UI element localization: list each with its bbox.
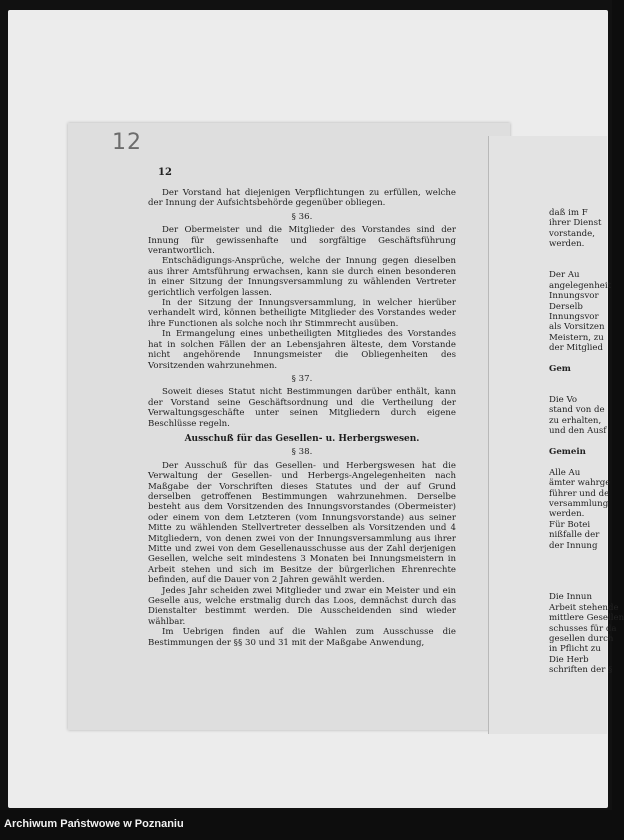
right-page-line: stand von de (549, 405, 605, 416)
right-page-line: Innungsvor (549, 291, 599, 302)
right-page-line: Gem (549, 363, 571, 374)
paragraph: In der Sitzung der Innungsversammlung, in welcher hierüber verhandelt wird, können betheiligte Mitglieder des Vorstandes weder ihre Functionen als solche noch ihr Stimmrecht ausüben. (148, 298, 456, 329)
right-page (488, 136, 624, 734)
paragraph: Der Obermeister und die Mitglieder des Vorstandes sind der Innung für gewissenhafte und sorgfältige Geschäftsführung verantwortlich. (148, 225, 456, 257)
right-page-line (549, 551, 609, 561)
right-page-line: Arbeit stehende (549, 602, 619, 613)
right-page-line (549, 353, 609, 363)
right-page-line: schriften der § (549, 665, 613, 676)
right-page-line: Der Au (549, 270, 580, 281)
archive-footer (0, 810, 612, 840)
right-page-text (549, 208, 624, 676)
right-page-line: gesellen durch (549, 634, 614, 645)
right-page-line: und den Ausf (549, 426, 607, 437)
right-page-line: Meistern, zu (549, 332, 604, 343)
right-page-line: vorstande, (549, 228, 595, 239)
archive-name: Archiwum Państwowe w Poznaniu (4, 818, 184, 830)
text-column (148, 188, 456, 648)
right-page-line (549, 561, 609, 571)
paragraph: Der Vorstand hat diejenigen Verpflichtungen zu erfüllen, welche der Innung der Aufsichtsbehörde gegenüber obliegen. (148, 188, 456, 209)
right-page-line: versammlung (549, 498, 609, 509)
right-page-line: führer und de (549, 488, 610, 499)
right-page-line (549, 457, 609, 467)
right-page-line: der Innung (549, 540, 598, 551)
right-page-line (549, 250, 609, 260)
right-page-line: daß im F (549, 208, 588, 218)
section-38: § 38. (291, 447, 313, 458)
right-page-line (549, 582, 609, 592)
right-page-line (549, 572, 609, 582)
right-page-line: der Mitglied (549, 343, 604, 354)
paragraph: Der Ausschuß für das Gesellen- und Herbergswesen hat die Verwaltung der Gesellen- und Herbergs-Angelegenheiten nach Maßgabe der Vorschriften dieses Statutes und der auf Grund derselben getroffenen Bestimmungen wahrzunehmen. Derselbe besteht aus dem Vorsitzenden des Innungsvorstandes (Obermeister) oder einem von dem Letzteren (vom Innungsvorstande) aus seiner Mitte zu wählenden Stellvertreter desselben als Vorsitzenden und 4 Mitgliedern, von denen zwei von der Innungsversammlung aus ihrer Mitte und zwei von dem Gesellenausschusse aus der Zahl derjenigen Gesellen, welche seit mindestens 3 Monaten bei Innungsmeistern in Arbeit stehen und sich im Besitze der bürgerlichen Ehrenrechte befinden, auf die Dauer von 2 Jahren gewählt werden. (148, 460, 456, 586)
right-page-line (549, 385, 609, 395)
right-page-line (549, 260, 609, 270)
pencil-mark: 12 (112, 130, 142, 155)
section-37: § 37. (291, 373, 313, 384)
right-page-line: Gemein (549, 446, 586, 457)
section-heading: Ausschuß für das Gesellen- u. Herbergswesen. (184, 433, 420, 444)
right-page-line: Alle Au (549, 467, 581, 478)
right-page-line: mittlere Gesellen (549, 613, 624, 624)
paragraph: Soweit dieses Statut nicht Bestimmungen darüber enthält, kann der Vorstand seine Geschäftsordnung und die Vertheilung der Verwaltungsgeschäfte unter seinen Mitgliedern durch eigene Beschlüsse regeln. (148, 387, 456, 429)
paragraph: Jedes Jahr scheiden zwei Mitglieder und zwar ein Meister und ein Geselle aus, welche erstmalig durch das Loos, demnächst durch das Dienstalter bestimmt werden. Die Ausscheidenden sind wieder wählbar. (148, 585, 456, 627)
right-page-line: Für Botei (549, 519, 591, 530)
right-page-line: ihrer Dienst (549, 218, 602, 229)
right-page-line: in Pflicht zu (549, 644, 601, 655)
paragraph: Entschädigungs-Ansprüche, welche der Innung gegen dieselben aus ihrer Amtsführung erwachsen, kann sie durch einen besonderen in einer Sitzung der Innungsversammlung zu wählenden Vertreter gerichtlich verfolgen lassen. (148, 256, 456, 298)
right-page-line: Die Vo (549, 395, 578, 406)
right-page-line: nißfalle der (549, 530, 600, 541)
right-page-line: Die Innun (549, 592, 592, 603)
right-page-line: werden. (549, 509, 585, 520)
page-number: 12 (158, 167, 172, 178)
right-page-line: angelegenheit (549, 280, 612, 291)
right-page-line: ämter wahrge (549, 478, 611, 489)
paragraph: In Ermangelung eines unbetheiligten Mitgliedes des Vorstandes hat in solchen Fällen der an Lebensjahren älteste, dem Vorstande nicht angehörende Innungsmeister die Obliegenheiten des Vorsitzenden wahrzunehmen. (148, 329, 456, 371)
right-page-line (549, 374, 609, 384)
right-page-line: Derselb (549, 301, 583, 312)
right-page-line: schusses für da (549, 623, 617, 634)
right-page-line: als Vorsitzen (549, 322, 605, 333)
paragraph: Im Uebrigen finden auf die Wahlen zum Ausschusse die Bestimmungen der §§ 30 und 31 mit der Maßgabe Anwendung, (148, 627, 456, 648)
right-page-line: werden. (549, 239, 585, 250)
right-page-line: Die Herb (549, 654, 589, 665)
section-36: § 36. (291, 211, 313, 222)
right-page-line (549, 437, 609, 447)
right-page-line: Innungsvor (549, 311, 599, 322)
right-page-line: zu erhalten, (549, 415, 602, 426)
